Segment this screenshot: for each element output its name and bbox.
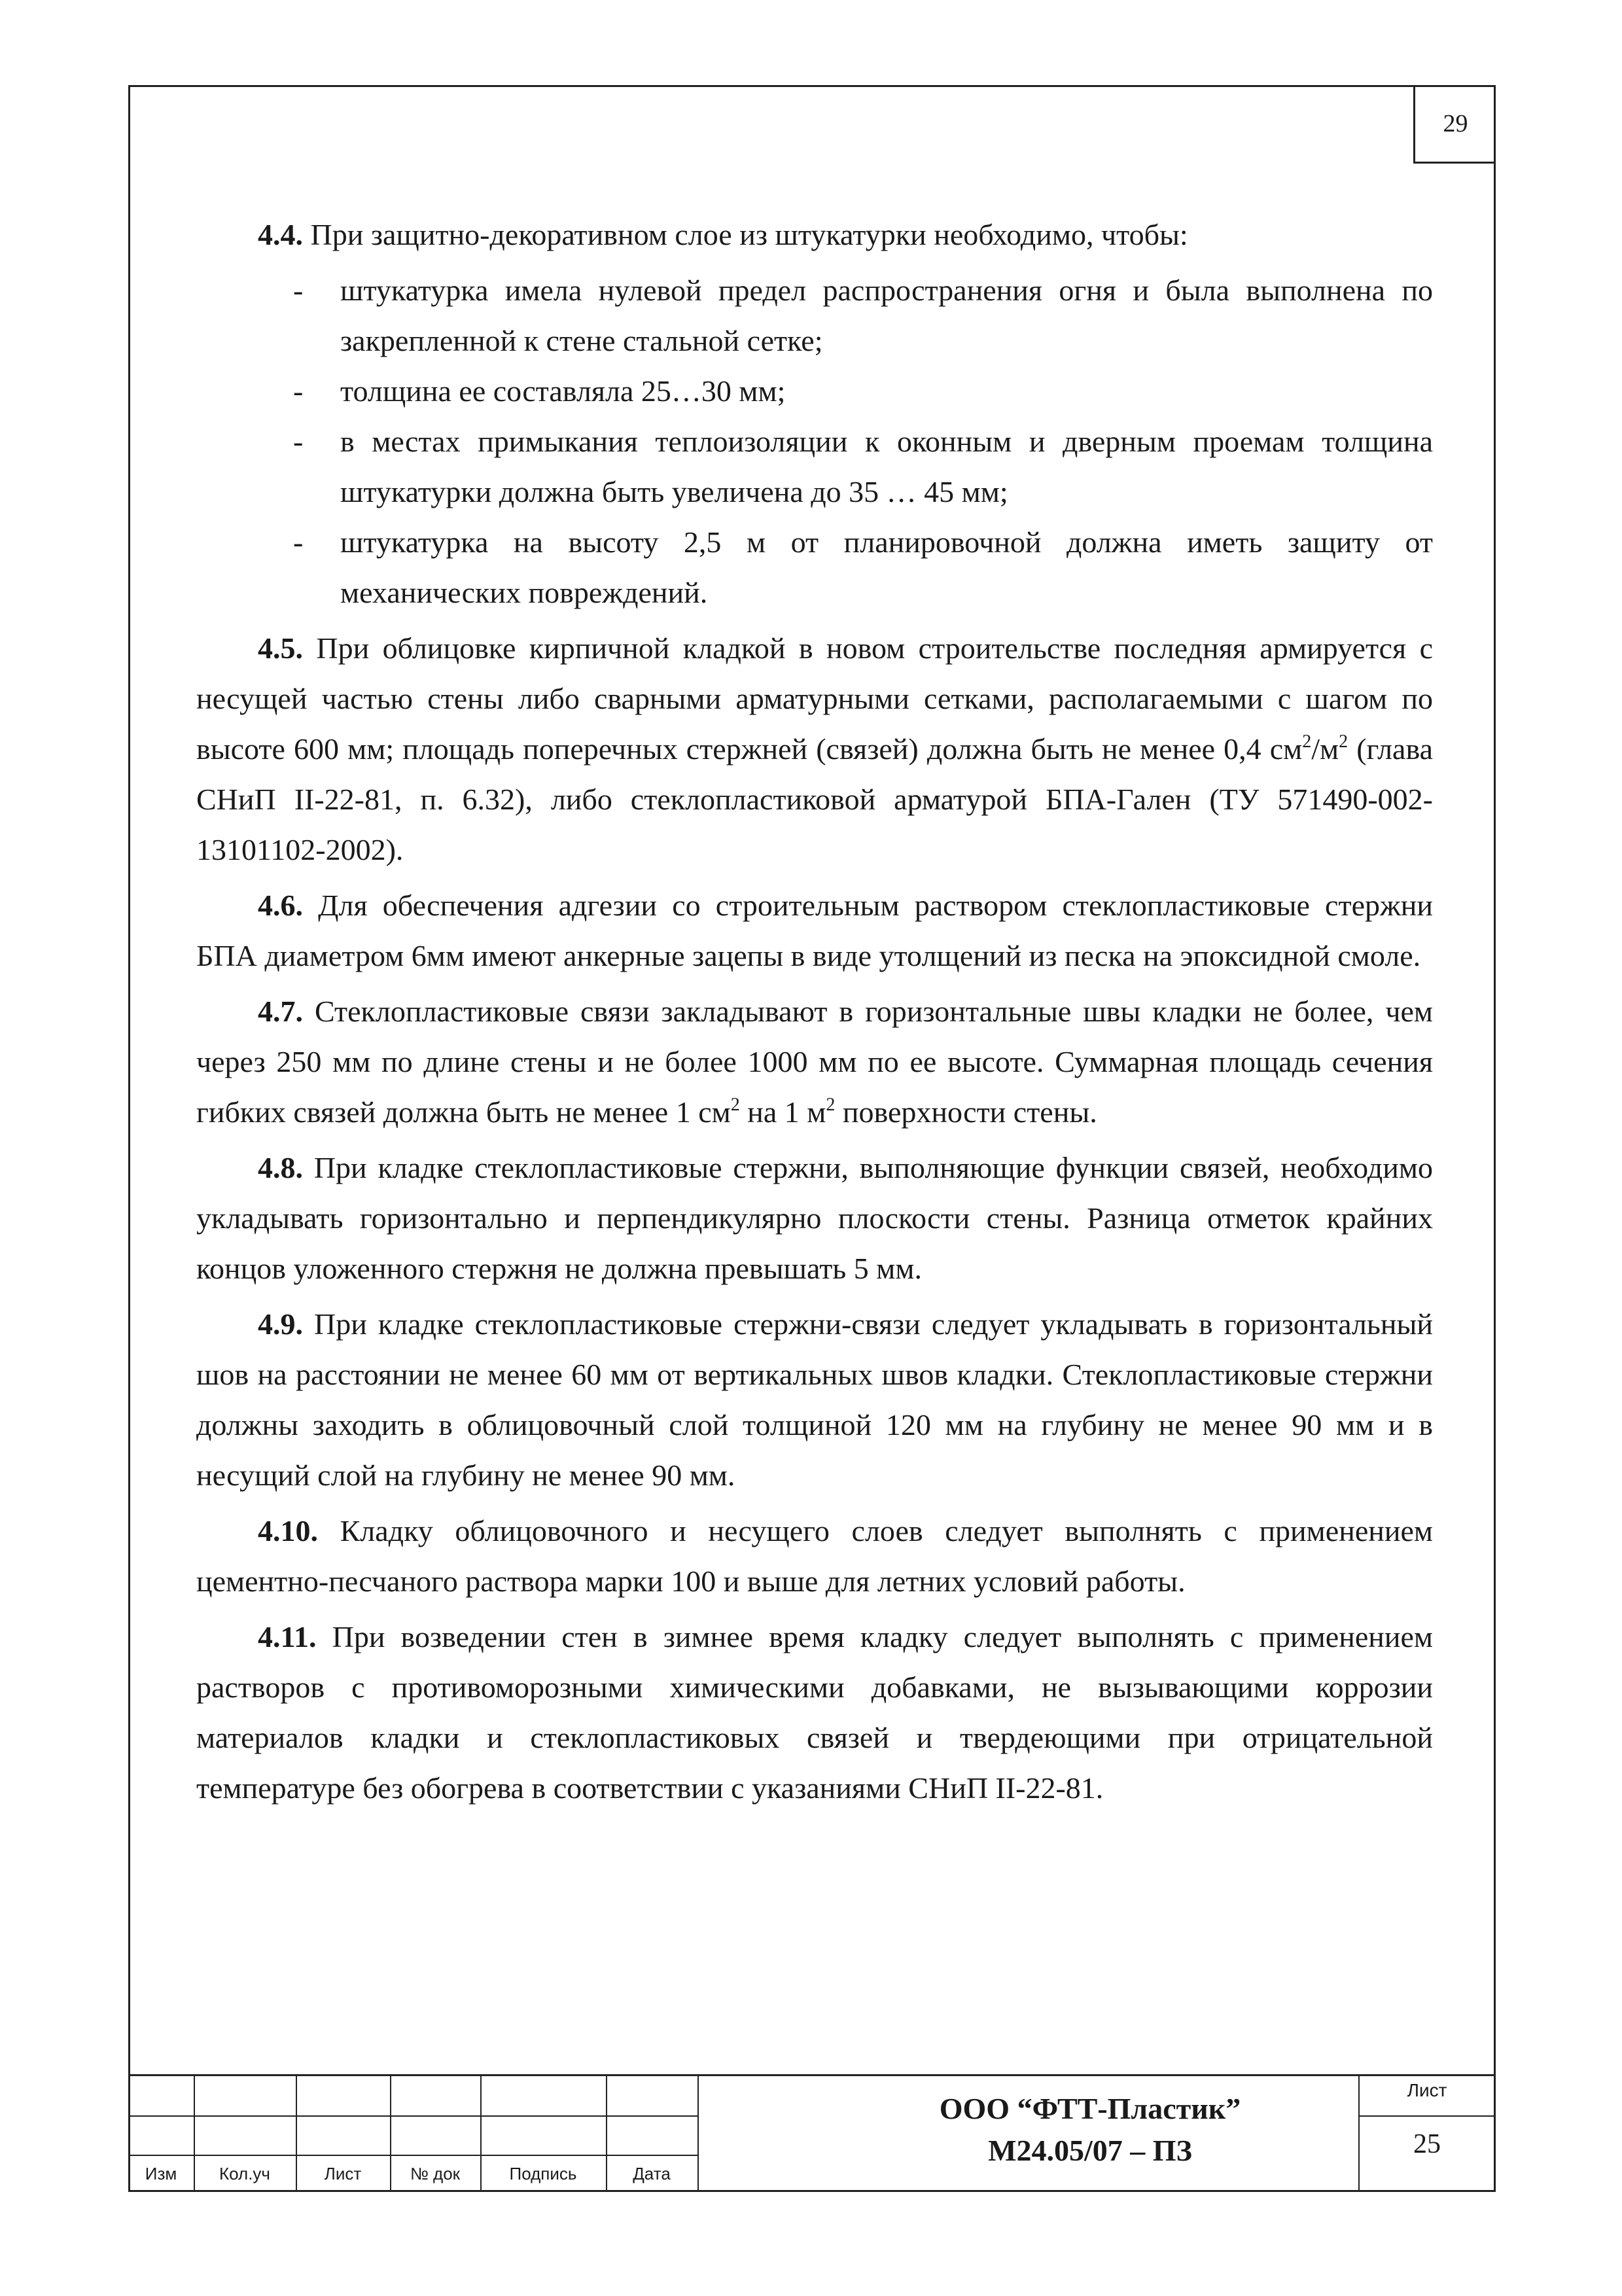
list-item: - штукатурка на высоту 2,5 м от планировочной должна иметь защиту от механических повреждений. <box>196 517 1433 618</box>
paragraph-4-4 <box>196 209 1433 260</box>
section-number: 4.6. <box>258 889 303 922</box>
document-body <box>196 209 1433 1818</box>
grid-line <box>128 2155 697 2156</box>
col-data-label: Дата <box>633 2164 671 2183</box>
paragraph-4-11 <box>196 1612 1433 1813</box>
paragraph-4-5 <box>196 623 1433 875</box>
paragraph-text: При кладке стеклопластиковые стержни-связи следует укладывать в горизонтальный шов на расстоянии не менее 60 мм от вертикальных швов кладки. Стеклопластиковые стержни должны заходить в облицовочный слой толщиной 120 мм на глубину не менее 90 мм и в несущий слой на глубину не менее 90 мм. <box>196 1307 1433 1492</box>
superscript: 2 <box>1302 732 1312 752</box>
superscript: 2 <box>826 1095 836 1115</box>
col-podpis-label: Подпись <box>509 2164 577 2183</box>
list-item: - в местах примыкания теплоизоляции к оконным и дверным проемам толщина штукатурки должна быть увеличена до 35 … 45 мм; <box>196 416 1433 517</box>
top-page-number: 29 <box>1413 85 1496 164</box>
organization-name: ООО “ФТТ-Пластик” <box>939 2092 1241 2125</box>
title-block <box>128 2074 1496 2192</box>
section-number: 4.11. <box>258 1620 317 1653</box>
col-izm-label: Изм <box>145 2164 177 2183</box>
list-item: - толщина ее составляла 25…30 мм; <box>196 366 1433 416</box>
superscript: 2 <box>1339 732 1349 752</box>
grid-line <box>128 2115 697 2117</box>
list-item: - штукатурка имела нулевой предел распространения огня и была выполнена по закрепленной к стене стальной сетке; <box>196 265 1433 366</box>
section-number: 4.8. <box>258 1151 303 1184</box>
paragraph-4-6 <box>196 880 1433 981</box>
requirements-list <box>196 265 1433 618</box>
col-list-label: Лист <box>324 2164 362 2183</box>
paragraph-text: /м <box>1311 732 1339 766</box>
col-n-dok-label: № док <box>410 2164 461 2183</box>
section-number: 4.7. <box>258 995 303 1028</box>
paragraph-text: на 1 м <box>739 1095 826 1129</box>
paragraph-text: При облицовке кирпичной кладкой в новом строительстве последняя армируется с несущей частью стены либо сварными арматурными сетками, располагаемыми с шагом по высоте 600 мм; площадь поперечных стержней (связей) должна быть не менее 0,4 см <box>196 631 1433 766</box>
section-number: 4.9. <box>258 1307 303 1341</box>
sheet-label: Лист <box>1407 2080 1447 2100</box>
section-number: 4.10. <box>258 1514 318 1547</box>
paragraph-text: Кладку облицовочного и несущего слоев следует выполнять с применением цементно-песчаного раствора марки 100 и выше для летних условий работы. <box>196 1514 1433 1598</box>
paragraph-text: При кладке стеклопластиковые стержни, выполняющие функции связей, необходимо укладывать горизонтально и перпендикулярно плоскости стены. Разница отметок крайних концов уложенного стержня не должна превышать 5 мм. <box>196 1151 1433 1285</box>
paragraph-4-10 <box>196 1506 1433 1606</box>
document-code: М24.05/07 – ПЗ <box>988 2134 1192 2167</box>
paragraph-4-8 <box>196 1142 1433 1294</box>
paragraph-text: При возведении стен в зимнее время кладку следует выполнять с применением растворов с противоморозными химическими добавками, не вызывающими коррозии материалов кладки и стеклопластиковых связей и твердеющими при отрицательной температуре без обогрева в соответствии с указаниями СНиП II-22-81. <box>196 1620 1433 1805</box>
sheet-number: 25 <box>1413 2129 1441 2159</box>
paragraph-text: Стеклопластиковые связи закладывают в горизонтальные швы кладки не более, чем через 250 мм по длине стены и не более 1000 мм по ее высоте. Суммарная площадь сечения гибких связей должна быть не менее 1 см <box>196 995 1433 1129</box>
col-kol-uch-label: Кол.уч <box>219 2164 270 2183</box>
section-number: 4.5. <box>258 631 303 665</box>
paragraph-text: поверхности стены. <box>835 1095 1097 1129</box>
paragraph-text: (глава СНиП II-22-81, п. 6.32), либо стеклопластиковой арматурой БПА-Гален (ТУ 571490-002-13101102-2002). <box>196 732 1433 866</box>
paragraph-4-9 <box>196 1299 1433 1500</box>
superscript: 2 <box>730 1095 740 1115</box>
paragraph-text: Для обеспечения адгезии со строительным раствором стеклопластиковые стержни БПА диаметром 6мм имеют анкерные зацепы в виде утолщений из песка на эпоксидной смоле. <box>196 889 1433 972</box>
section-number: 4.4. <box>258 218 303 251</box>
paragraph-4-7 <box>196 986 1433 1137</box>
paragraph-text: При защитно-декоративном слое из штукатурки необходимо, чтобы: <box>303 218 1188 251</box>
